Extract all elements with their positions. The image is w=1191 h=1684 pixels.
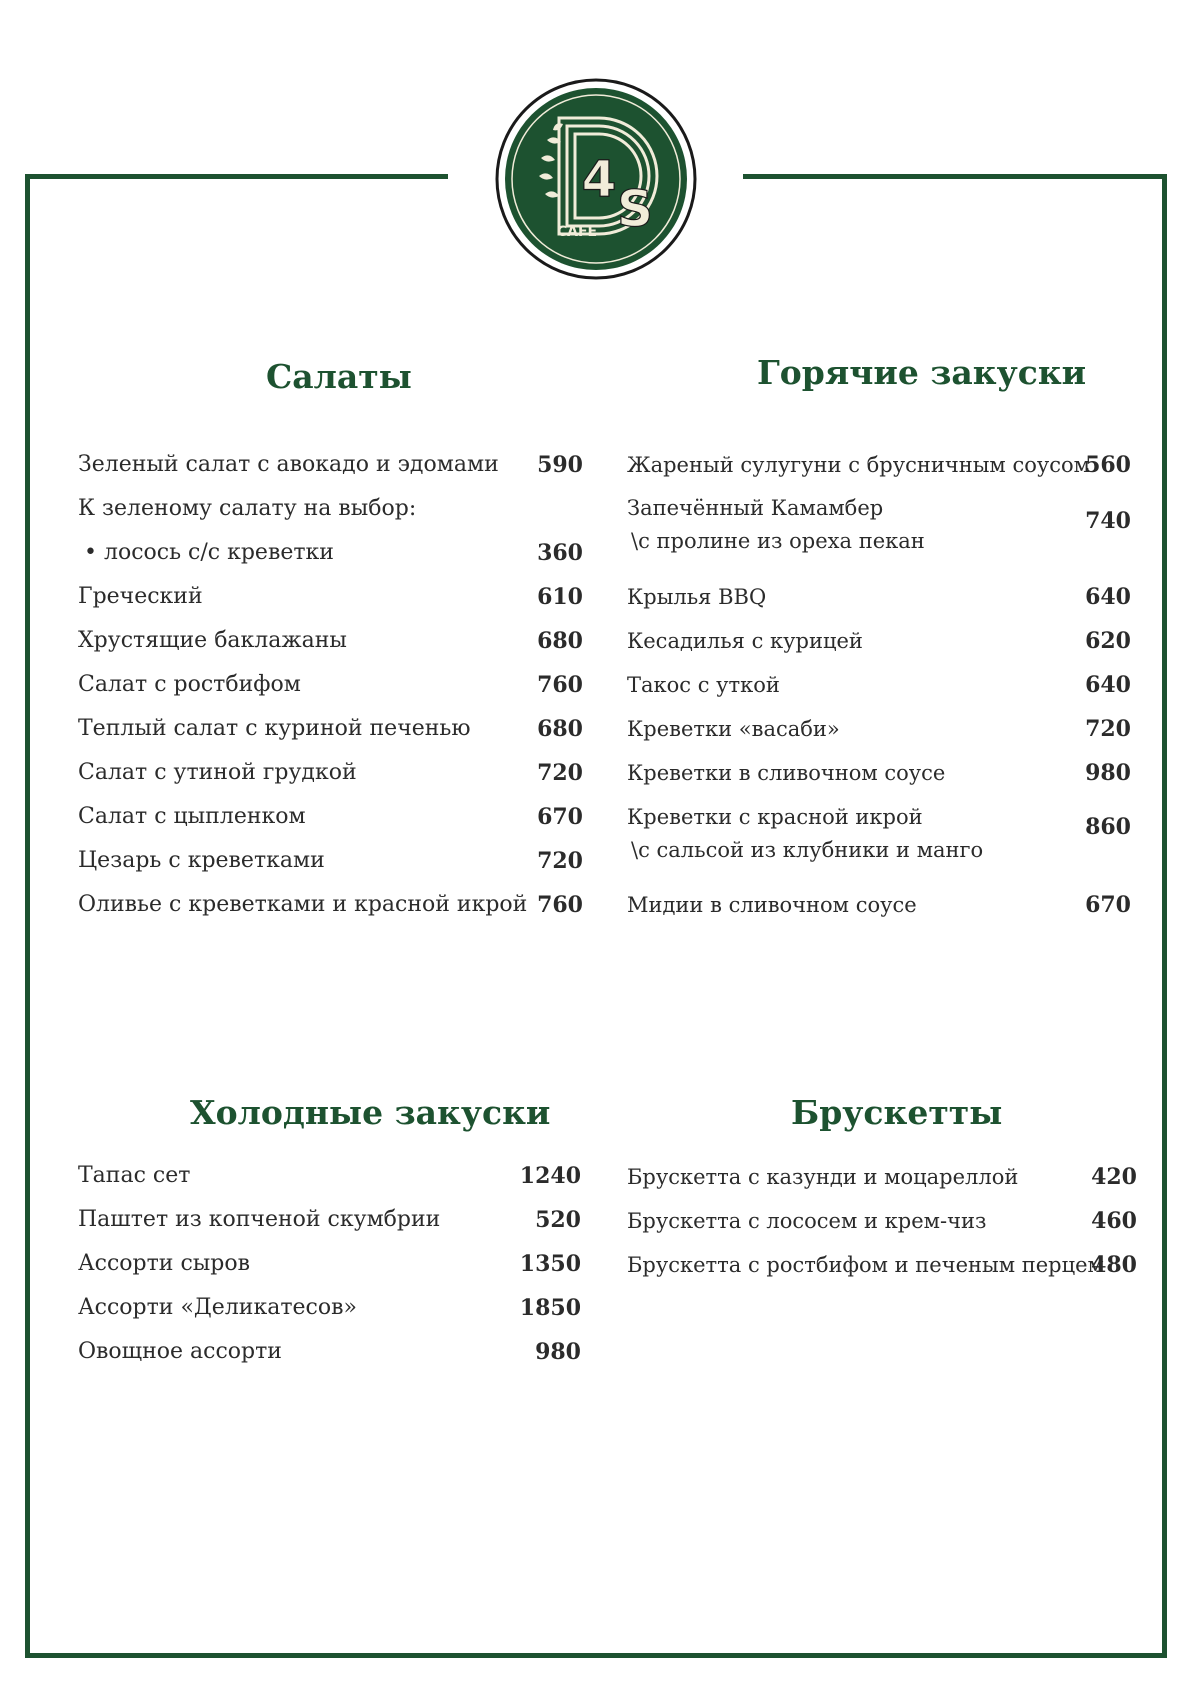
menu-item-price: 680 [537, 628, 583, 654]
menu-item-price: 1850 [519, 1295, 581, 1321]
section-title-cold: Холодные закуски [190, 1093, 551, 1132]
menu-item-name: Жареный сулугуни с брусничным соусом [627, 453, 1090, 477]
menu-item-name: Овощное ассорти [78, 1339, 282, 1364]
menu-item-name: Брускетта с лососем и крем-чиз [627, 1209, 987, 1233]
frame-right [1162, 174, 1167, 1658]
menu-item-subtitle: \с пролине из ореха пекан [631, 529, 925, 553]
menu-item-price: 480 [1091, 1252, 1137, 1278]
logo-cafe-text: CAFE [556, 224, 598, 240]
menu-item-price: 720 [1085, 716, 1131, 742]
logo-s: S [616, 180, 654, 238]
menu-item-name: Ассорти «Деликатесов» [78, 1295, 357, 1320]
menu-item-name: Салат с утиной грудкой [78, 760, 357, 785]
menu-item-name: Кесадилья с курицей [627, 629, 863, 653]
menu-item-price: 1240 [519, 1163, 581, 1189]
menu-item-name: Креветки с красной икрой [627, 805, 923, 829]
menu-item-price: 560 [1085, 452, 1131, 478]
menu-item-price: 620 [1085, 628, 1131, 654]
menu-item-price: 760 [537, 672, 583, 698]
menu-item-price: 420 [1091, 1164, 1137, 1190]
menu-item-price: 1350 [519, 1251, 581, 1277]
menu-item-price: 610 [537, 584, 583, 610]
menu-item-name: • лосось с/с креветки [84, 540, 334, 565]
menu-item-price: 720 [537, 848, 583, 874]
section-title-salads: Салаты [266, 357, 412, 396]
menu-item-name: Креветки в сливочном соусе [627, 761, 946, 785]
menu-item-name: Мидии в сливочном соусе [627, 893, 917, 917]
menu-item-price: 670 [537, 804, 583, 830]
logo-4: 4 [581, 150, 617, 208]
menu-item-price: 360 [537, 540, 583, 566]
section-title-bruschetta: Брускетты [791, 1093, 1003, 1132]
menu-item-price: 720 [537, 760, 583, 786]
menu-item-name: Хрустящие баклажаны [78, 628, 347, 653]
menu-item-price: 740 [1085, 508, 1131, 534]
menu-item-price: 520 [535, 1207, 581, 1233]
frame-left [25, 174, 30, 1658]
menu-item-price: 860 [1085, 814, 1131, 840]
menu-item-subtitle: \с сальсой из клубники и манго [631, 838, 984, 862]
menu-item-price: 680 [537, 716, 583, 742]
menu-item-price: 640 [1085, 584, 1131, 610]
menu-item-price: 670 [1085, 892, 1131, 918]
menu-item-price: 980 [1085, 760, 1131, 786]
menu-item-name: Оливье с креветками и красной икрой [78, 892, 528, 917]
menu-item-name: Теплый салат с куриной печенью [78, 716, 471, 741]
frame-top-right [743, 174, 1167, 179]
menu-item-name: Цезарь с креветками [78, 848, 325, 873]
menu-item-name: Запечённый Камамбер [627, 496, 884, 520]
menu-item-name: Такос с уткой [627, 673, 780, 697]
frame-top-left [25, 174, 448, 179]
menu-item-name: Брускетта с казунди и моцареллой [627, 1165, 1019, 1189]
menu-item-name: Креветки «васаби» [627, 717, 840, 741]
menu-item-name: Греческий [78, 584, 203, 609]
menu-item-name: Салат с цыпленком [78, 804, 306, 829]
menu-item-name: Крылья BBQ [627, 585, 767, 609]
menu-item-price: 460 [1091, 1208, 1137, 1234]
menu-item-name: Паштет из копченой скумбрии [78, 1207, 441, 1232]
menu-item-name: Зеленый салат с авокадо и эдомами [78, 452, 499, 477]
menu-item-name: Тапас сет [78, 1163, 191, 1188]
menu-item-price: 590 [537, 452, 583, 478]
section-title-hot: Горячие закуски [757, 353, 1087, 392]
cafe-logo [495, 78, 697, 280]
menu-item-name: Салат с ростбифом [78, 672, 301, 697]
menu-item-name: К зеленому салату на выбор: [78, 496, 417, 521]
menu-item-name: Брускетта с ростбифом и печеным перцем [627, 1253, 1104, 1277]
menu-item-name: Ассорти сыров [78, 1251, 251, 1276]
menu-item-price: 640 [1085, 672, 1131, 698]
menu-item-price: 760 [537, 892, 583, 918]
menu-item-price: 980 [535, 1339, 581, 1365]
frame-bottom [25, 1653, 1167, 1658]
